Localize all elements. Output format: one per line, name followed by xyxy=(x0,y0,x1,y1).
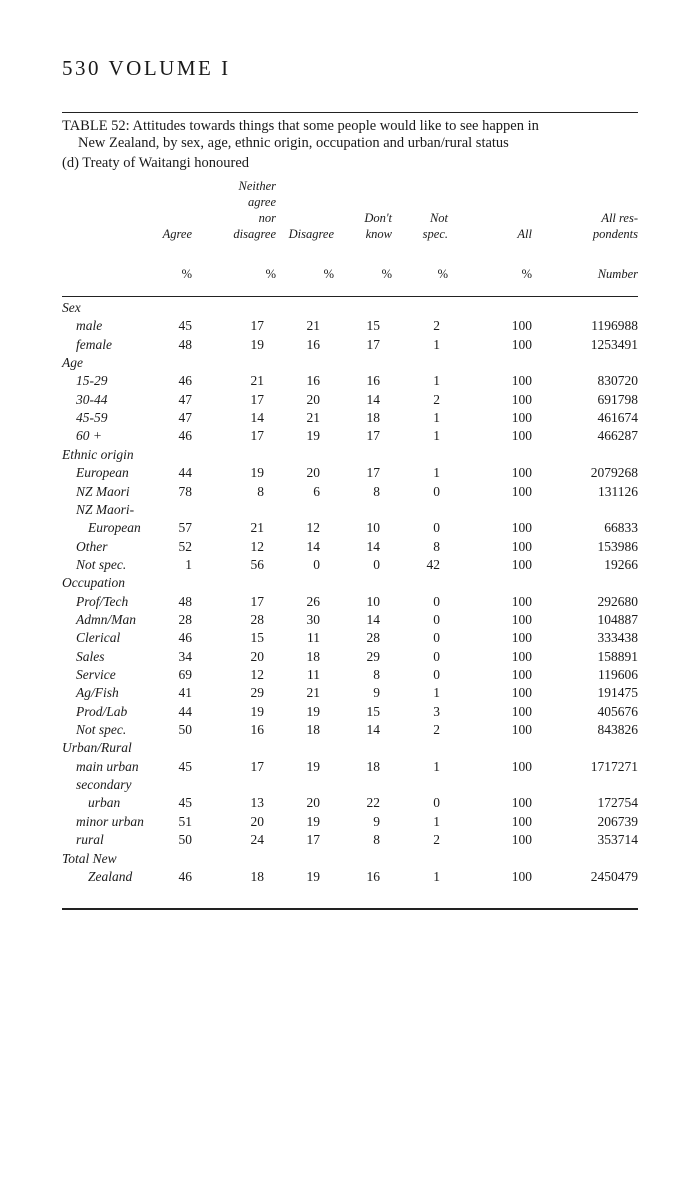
cell-2: 14 xyxy=(306,538,320,554)
cell-4: 2 xyxy=(433,391,440,407)
cell-5: 100 xyxy=(511,556,532,572)
row-label: 45-59 xyxy=(76,410,108,426)
cell-1: 24 xyxy=(250,832,264,848)
cell-1: 16 xyxy=(250,722,264,738)
cell-1: 17 xyxy=(250,428,264,444)
cell-4: 1 xyxy=(433,685,440,701)
cell-6: 843826 xyxy=(597,722,638,738)
cell-0: 44 xyxy=(178,465,192,481)
column-header-4-line-1: spec. xyxy=(422,227,448,241)
cell-0: 78 xyxy=(178,483,192,499)
cell-1: 12 xyxy=(250,538,264,554)
cell-6: 405676 xyxy=(597,703,638,719)
cell-5: 100 xyxy=(511,520,532,536)
row-label: Prof/Tech xyxy=(76,593,129,609)
column-unit-4: % xyxy=(437,267,448,281)
table-row xyxy=(0,318,700,336)
row-label: NZ Maori xyxy=(76,483,130,499)
cell-4: 2 xyxy=(433,832,440,848)
cell-2: 21 xyxy=(306,410,320,426)
column-header-4-line-0: Not xyxy=(429,211,448,225)
cell-5: 100 xyxy=(511,373,532,389)
table-row xyxy=(0,392,700,410)
cell-5: 100 xyxy=(511,611,532,627)
cell-0: 50 xyxy=(178,722,192,738)
cell-5: 100 xyxy=(511,465,532,481)
table-row xyxy=(0,649,700,667)
cell-4: 1 xyxy=(433,813,440,829)
cell-6: 119606 xyxy=(598,667,638,682)
column-header-1-line-2: nor xyxy=(258,211,276,225)
row-label: Sales xyxy=(76,648,105,664)
cell-2: 6 xyxy=(313,483,320,499)
cell-3: 8 xyxy=(373,483,380,499)
table-row xyxy=(0,869,700,887)
row-label: main urban xyxy=(76,758,139,774)
cell-2: 0 xyxy=(313,556,320,572)
cell-1: 21 xyxy=(250,373,264,389)
cell-1: 21 xyxy=(250,520,264,536)
row-label: Service xyxy=(76,667,116,682)
table-row xyxy=(0,557,700,575)
cell-4: 1 xyxy=(433,373,440,389)
table-row xyxy=(0,502,700,520)
cell-6: 206739 xyxy=(597,813,638,829)
column-unit-5: % xyxy=(521,267,532,281)
row-label: male xyxy=(76,318,103,334)
cell-0: 46 xyxy=(178,630,192,646)
cell-3: 18 xyxy=(366,410,380,426)
cell-0: 45 xyxy=(178,758,192,774)
row-label: 60 + xyxy=(76,428,102,444)
cell-0: 50 xyxy=(178,832,192,848)
table-row xyxy=(0,484,700,502)
cell-0: 51 xyxy=(178,813,192,829)
table-subtitle: (d) Treaty of Waitangi honoured xyxy=(62,155,250,171)
cell-5: 100 xyxy=(511,336,532,352)
cell-6: 2450479 xyxy=(590,868,638,884)
column-unit-1: % xyxy=(265,267,276,281)
cell-2: 17 xyxy=(306,832,320,848)
cell-4: 0 xyxy=(433,611,440,627)
cell-6: 131126 xyxy=(598,483,638,499)
cell-2: 20 xyxy=(306,465,320,481)
cell-0: 69 xyxy=(178,667,192,682)
table-row xyxy=(0,630,700,648)
cell-2: 16 xyxy=(306,336,320,352)
column-unit-0: % xyxy=(181,267,192,281)
table-row xyxy=(0,539,700,557)
cell-6: 153986 xyxy=(597,538,638,554)
table-row xyxy=(0,667,700,685)
cell-3: 18 xyxy=(366,758,380,774)
cell-0: 1 xyxy=(185,556,192,572)
cell-5: 100 xyxy=(511,722,532,738)
cell-3: 14 xyxy=(366,391,380,407)
cell-4: 0 xyxy=(433,648,440,664)
cell-5: 100 xyxy=(511,428,532,444)
table-row xyxy=(0,777,700,795)
cell-6: 19266 xyxy=(604,556,638,572)
cell-1: 20 xyxy=(250,648,264,664)
column-header-3-line-0: Don't xyxy=(364,211,392,225)
cell-5: 100 xyxy=(511,868,532,884)
cell-1: 12 xyxy=(250,667,264,682)
header-rule xyxy=(62,296,638,297)
row-label: Sex xyxy=(62,300,81,315)
bottom-rule xyxy=(62,908,638,910)
table-row xyxy=(0,795,700,813)
row-label: Age xyxy=(62,355,83,371)
cell-3: 10 xyxy=(366,593,380,609)
cell-5: 100 xyxy=(511,813,532,829)
cell-4: 3 xyxy=(433,703,440,719)
cell-1: 19 xyxy=(250,703,264,719)
cell-0: 48 xyxy=(178,336,192,352)
cell-6: 830720 xyxy=(597,373,638,389)
row-label: Not spec. xyxy=(76,556,127,572)
cell-1: 8 xyxy=(257,483,264,499)
cell-1: 17 xyxy=(250,318,264,334)
cell-2: 11 xyxy=(307,630,320,646)
cell-3: 17 xyxy=(366,336,380,352)
column-unit-2: % xyxy=(323,267,334,281)
table-row xyxy=(0,465,700,483)
cell-4: 1 xyxy=(433,465,440,481)
cell-6: 333438 xyxy=(597,630,638,646)
row-label: European xyxy=(88,520,141,536)
cell-2: 19 xyxy=(306,758,320,774)
cell-3: 15 xyxy=(366,318,380,334)
cell-3: 14 xyxy=(366,538,380,554)
table-caption xyxy=(62,118,642,152)
cell-2: 19 xyxy=(306,703,320,719)
cell-6: 691798 xyxy=(597,391,638,407)
cell-4: 0 xyxy=(433,593,440,609)
page-header: 530 VOLUME I xyxy=(62,56,231,80)
caption-line-1: TABLE 52: Attitudes towards things that some people would like to see happen in xyxy=(62,118,539,134)
cell-5: 100 xyxy=(511,391,532,407)
table-row xyxy=(0,410,700,428)
cell-0: 45 xyxy=(178,795,192,811)
cell-6: 466287 xyxy=(597,428,638,444)
column-header-6-line-0: All res- xyxy=(601,211,638,225)
cell-1: 15 xyxy=(250,630,264,646)
cell-5: 100 xyxy=(511,410,532,426)
cell-5: 100 xyxy=(511,538,532,554)
cell-0: 41 xyxy=(178,685,192,701)
row-label: Ag/Fish xyxy=(76,685,119,701)
cell-3: 9 xyxy=(373,685,380,701)
cell-0: 28 xyxy=(178,611,192,627)
cell-2: 21 xyxy=(306,685,320,701)
cell-5: 100 xyxy=(511,593,532,609)
cell-3: 22 xyxy=(366,795,380,811)
row-label: Not spec. xyxy=(76,722,127,738)
cell-2: 12 xyxy=(306,520,320,536)
table-row xyxy=(0,814,700,832)
cell-3: 10 xyxy=(366,520,380,536)
group-heading-row xyxy=(0,300,700,318)
row-label: European xyxy=(76,465,129,481)
cell-3: 14 xyxy=(366,722,380,738)
cell-6: 353714 xyxy=(597,832,638,848)
cell-0: 44 xyxy=(178,703,192,719)
cell-3: 0 xyxy=(373,556,380,572)
row-label: 30-44 xyxy=(76,391,108,407)
cell-1: 19 xyxy=(250,465,264,481)
cell-2: 21 xyxy=(306,318,320,334)
row-label: Urban/Rural xyxy=(62,740,132,756)
cell-4: 1 xyxy=(433,428,440,444)
cell-0: 47 xyxy=(178,391,192,407)
cell-2: 20 xyxy=(306,795,320,811)
cell-1: 29 xyxy=(250,685,264,701)
cell-5: 100 xyxy=(511,667,532,682)
cell-0: 57 xyxy=(178,520,192,536)
cell-1: 20 xyxy=(250,813,264,829)
cell-5: 100 xyxy=(511,483,532,499)
cell-3: 16 xyxy=(366,868,380,884)
cell-1: 28 xyxy=(250,611,264,627)
cell-1: 17 xyxy=(250,391,264,407)
cell-6: 2079268 xyxy=(590,465,638,481)
cell-2: 26 xyxy=(306,593,320,609)
cell-3: 17 xyxy=(366,428,380,444)
cell-5: 100 xyxy=(511,648,532,664)
table-row xyxy=(0,428,700,446)
group-heading-row xyxy=(0,355,700,373)
cell-5: 100 xyxy=(511,318,532,334)
cell-4: 2 xyxy=(433,722,440,738)
row-label: Other xyxy=(76,538,108,554)
cell-0: 46 xyxy=(178,868,192,884)
column-unit-6: Number xyxy=(597,267,638,281)
cell-3: 17 xyxy=(366,465,380,481)
table-row xyxy=(0,685,700,703)
cell-2: 19 xyxy=(306,813,320,829)
caption-line-2: New Zealand, by sex, age, ethnic origin, occupation and urban/rural status xyxy=(78,135,509,151)
cell-4: 8 xyxy=(433,538,440,554)
column-header-6-line-1: pondents xyxy=(592,227,638,241)
table-row xyxy=(0,704,700,722)
cell-3: 8 xyxy=(373,667,380,682)
cell-4: 1 xyxy=(433,758,440,774)
row-label: rural xyxy=(76,832,104,848)
cell-4: 0 xyxy=(433,483,440,499)
table-row xyxy=(0,759,700,777)
table-row xyxy=(0,832,700,850)
cell-5: 100 xyxy=(511,685,532,701)
table-row xyxy=(0,520,700,538)
cell-0: 47 xyxy=(178,410,192,426)
cell-1: 17 xyxy=(250,758,264,774)
cell-4: 0 xyxy=(433,520,440,536)
cell-5: 100 xyxy=(511,832,532,848)
cell-2: 18 xyxy=(306,648,320,664)
cell-0: 45 xyxy=(178,318,192,334)
cell-4: 0 xyxy=(433,630,440,646)
row-label: Total New xyxy=(62,850,117,866)
cell-0: 52 xyxy=(178,538,192,554)
row-label: Clerical xyxy=(76,630,121,646)
cell-0: 46 xyxy=(178,373,192,389)
cell-1: 17 xyxy=(250,593,264,609)
cell-2: 16 xyxy=(306,373,320,389)
table-row xyxy=(0,722,700,740)
cell-1: 18 xyxy=(250,868,264,884)
table-row xyxy=(0,337,700,355)
cell-6: 66833 xyxy=(604,520,638,536)
group-heading-row xyxy=(0,851,700,869)
row-label: secondary xyxy=(76,777,132,793)
row-label: female xyxy=(76,336,112,352)
cell-6: 172754 xyxy=(597,795,638,811)
table-row xyxy=(0,612,700,630)
column-header-2-line-0: Disagree xyxy=(288,227,334,241)
cell-2: 18 xyxy=(306,722,320,738)
top-rule xyxy=(62,112,638,113)
row-label: Occupation xyxy=(62,575,125,591)
column-header-1-line-1: agree xyxy=(248,195,276,209)
cell-6: 158891 xyxy=(597,648,638,664)
row-label: urban xyxy=(88,795,121,811)
cell-2: 30 xyxy=(306,611,320,627)
cell-5: 100 xyxy=(511,703,532,719)
cell-6: 461674 xyxy=(597,410,638,426)
cell-4: 1 xyxy=(433,410,440,426)
cell-0: 34 xyxy=(178,648,192,664)
group-heading-row xyxy=(0,447,700,465)
cell-2: 20 xyxy=(306,391,320,407)
cell-1: 56 xyxy=(250,556,264,572)
column-header-0-line-0: Agree xyxy=(162,227,192,241)
cell-4: 0 xyxy=(433,667,440,682)
cell-1: 14 xyxy=(250,410,264,426)
cell-3: 8 xyxy=(373,832,380,848)
cell-1: 19 xyxy=(250,336,264,352)
cell-3: 15 xyxy=(366,703,380,719)
cell-0: 48 xyxy=(178,593,192,609)
cell-2: 11 xyxy=(307,667,320,682)
cell-6: 1253491 xyxy=(590,336,638,352)
cell-3: 16 xyxy=(366,373,380,389)
cell-4: 1 xyxy=(433,868,440,884)
column-header-3-line-1: know xyxy=(365,227,392,241)
cell-3: 29 xyxy=(366,648,380,664)
cell-2: 19 xyxy=(306,428,320,444)
row-label: 15-29 xyxy=(76,373,108,389)
cell-2: 19 xyxy=(306,868,320,884)
cell-6: 292680 xyxy=(597,593,638,609)
row-label: Ethnic origin xyxy=(62,446,134,462)
column-header-5-line-0: All xyxy=(517,227,532,241)
column-header-1-line-3: disagree xyxy=(233,227,276,241)
cell-4: 0 xyxy=(433,795,440,811)
cell-6: 1717271 xyxy=(590,758,638,774)
cell-0: 46 xyxy=(178,428,192,444)
row-label: NZ Maori- xyxy=(76,501,135,517)
cell-5: 100 xyxy=(511,630,532,646)
cell-4: 2 xyxy=(433,318,440,334)
group-heading-row xyxy=(0,740,700,758)
cell-6: 104887 xyxy=(597,611,638,627)
row-label: minor urban xyxy=(76,813,144,829)
table-row xyxy=(0,373,700,391)
column-unit-3: % xyxy=(381,267,392,281)
column-header-1-line-0: Neither xyxy=(238,179,276,193)
cell-1: 13 xyxy=(250,795,264,811)
cell-5: 100 xyxy=(511,795,532,811)
cell-4: 1 xyxy=(433,336,440,352)
table-row xyxy=(0,594,700,612)
row-label: Zealand xyxy=(88,868,133,884)
cell-3: 9 xyxy=(373,813,380,829)
cell-5: 100 xyxy=(511,758,532,774)
row-label: Admn/Man xyxy=(76,611,136,627)
cell-3: 28 xyxy=(366,630,380,646)
cell-6: 191475 xyxy=(597,685,638,701)
cell-6: 1196988 xyxy=(591,318,638,334)
cell-3: 14 xyxy=(366,611,380,627)
row-label: Prod/Lab xyxy=(76,703,128,719)
group-heading-row xyxy=(0,575,700,593)
cell-4: 42 xyxy=(426,556,440,572)
